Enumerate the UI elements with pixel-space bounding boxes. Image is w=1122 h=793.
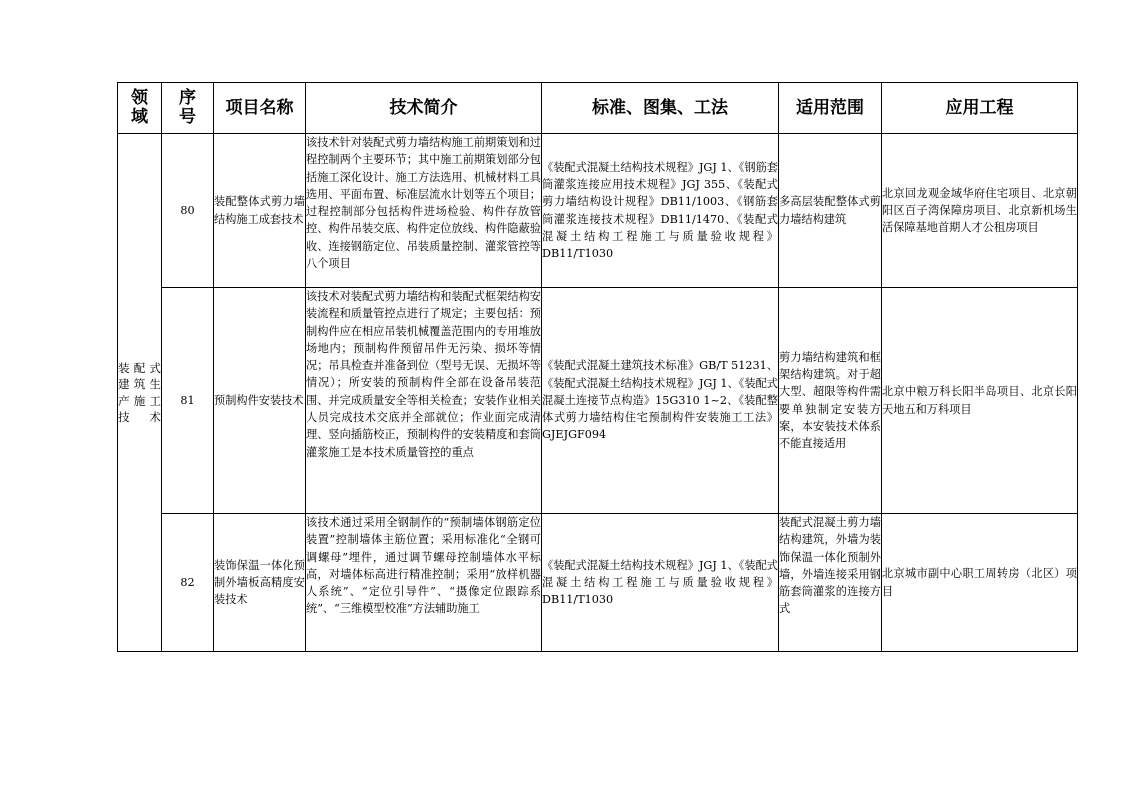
- technology-table: [117, 82, 1078, 652]
- table-row: [118, 288, 1078, 514]
- row-standards: 《装配式混凝土结构技术规程》JGJ 1、《钢筋套筒灌浆连接应用技术规程》JGJ 355、《装配式剪力墙结构设计规程》DB11/1003、《钢筋套筒灌浆连接技术规程》DB11/1470、《装配式混凝土结构工程施工与质量验收规程》DB11/T1030: [542, 134, 779, 288]
- row-scope: 装配式混凝土剪力墙结构建筑，外墙为装饰保温一体化预制外墙，外墙连接采用钢筋套筒灌浆的连接方式: [779, 514, 882, 652]
- row-desc: 该技术针对装配式剪力墙结构施工前期策划和过程控制两个主要环节；其中施工前期策划部分包括施工深化设计、施工方法选用、机械材料工具选用、平面布置、标准层流水计划等五个项目；过程控制部分包括构件进场检验、构件存放管控、构件吊装交底、构件定位放线、构件隐蔽验收、连接钢筋定位、吊装质量控制、灌浆管控等八个项目: [306, 134, 542, 288]
- row-seq: 81: [162, 288, 214, 514]
- row-desc: 该技术对装配式剪力墙结构和装配式框架结构安装流程和质量管控点进行了规定；主要包括：预制构件应在相应吊装机械覆盖范围内的专用堆放场地内；预制构件预留吊件无污染、损坏等情况；吊具检查并准备到位（型号无误、无损坏等情况）；所安装的预制构件全部在设备吊装范围、并完成质量安全等相关检查；安装作业相关人员完成技术交底并全部就位；作业面完成清理、竖向插筋校正，预制构件的安装精度和套筒灌浆施工是本技术质量管控的重点: [306, 288, 542, 514]
- header-domain: 领 域: [118, 83, 162, 134]
- header-name: 项目名称: [214, 83, 306, 134]
- row-scope: 多高层装配整体式剪力墙结构建筑: [779, 134, 882, 288]
- row-application: 北京城市副中心职工周转房（北区）项目: [882, 514, 1078, 652]
- table-row: [118, 514, 1078, 652]
- row-name: 预制构件安装技术: [214, 288, 306, 514]
- domain-label: 装配式建筑生产施工技术: [118, 360, 161, 424]
- domain-cell: [118, 134, 162, 652]
- row-scope: 剪力墙结构建筑和框架结构建筑。对于超大型、超限等构件需要单独制定安装方案，本安装技术体系不能直接适用: [779, 288, 882, 514]
- row-desc: 该技术通过采用全钢制作的“预制墙体钢筋定位装置”控制墙体主筋位置；采用标准化“全钢可调螺母”埋件，通过调节螺母控制墙体水平标高，对墙体标高进行精准控制；采用“放样机器人系统”、“定位引导件”、“摄像定位跟踪系统”、“三维模型校准”方法辅助施工: [306, 514, 542, 652]
- row-name: 装饰保温一体化预制外墙板高精度安装技术: [214, 514, 306, 652]
- row-seq: 82: [162, 514, 214, 652]
- table-row: [118, 134, 1078, 288]
- header-scope: 适用范围: [779, 83, 882, 134]
- row-application: 北京中粮万科长阳半岛项目、北京长阳天地五和万科项目: [882, 288, 1078, 514]
- row-seq: 80: [162, 134, 214, 288]
- row-application: 北京回龙观金域华府住宅项目、北京朝阳区百子湾保障房项目、北京新机场生活保障基地首期人才公租房项目: [882, 134, 1078, 288]
- row-standards: 《装配式混凝土建筑技术标准》GB/T 51231、《装配式混凝土结构技术规程》JGJ 1、《装配式混凝土连接节点构造》15G310 1~2、《装配整体式剪力墙结构住宅预制构件安装施工工法》GJEJGF094: [542, 288, 779, 514]
- row-name: 装配整体式剪力墙结构施工成套技术: [214, 134, 306, 288]
- header-application: 应用工程: [882, 83, 1078, 134]
- header-seq: 序 号: [162, 83, 214, 134]
- header-row: [118, 83, 1078, 134]
- header-desc: 技术简介: [306, 83, 542, 134]
- header-standards: 标准、图集、工法: [542, 83, 779, 134]
- row-standards: 《装配式混凝土结构技术规程》JGJ 1、《装配式混凝土结构工程施工与质量验收规程》DB11/T1030: [542, 514, 779, 652]
